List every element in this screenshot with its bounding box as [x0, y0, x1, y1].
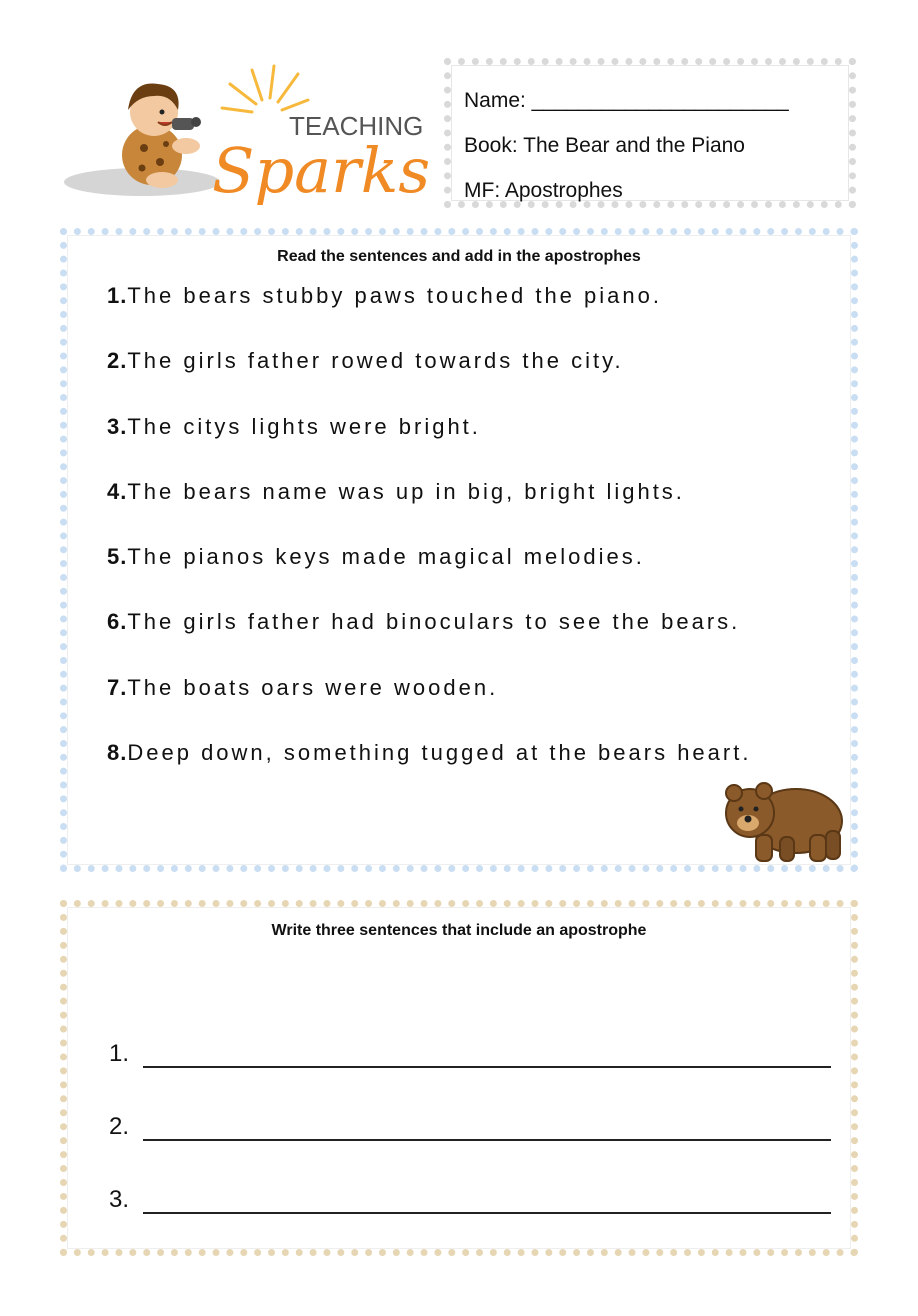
answer-blank[interactable]: [143, 1190, 831, 1214]
section2-title: Write three sentences that include an apostrophe: [271, 922, 647, 939]
sentence-item: 1.The bears stubby paws touched the piano.: [107, 283, 662, 308]
apostrophe-sentences-section: [60, 228, 858, 872]
write-sentences-section: [60, 900, 858, 1256]
caveman-logo-icon: [62, 60, 432, 210]
sentence-list: [107, 283, 841, 805]
write-line-item[interactable]: 1.: [109, 995, 831, 1068]
sentence-item: 7.The boats oars were wooden.: [107, 674, 499, 700]
logo-text-top: TEACHING: [289, 111, 424, 141]
mf-label: MF: Apostrophes: [464, 179, 623, 202]
sentence-item: 3.The citys lights were bright.: [107, 413, 481, 439]
sentence-item: 6.The girls father had binoculars to see the bears.: [107, 609, 741, 635]
bear-icon: [722, 773, 847, 865]
book-label: Book: The Bear and the Piano: [464, 134, 745, 157]
student-info-box: [444, 58, 856, 208]
sentence-item: 2.The girls father rowed towards the city.: [107, 348, 624, 374]
answer-blank[interactable]: [143, 1044, 831, 1068]
sentence-item: 8.Deep down, something tugged at the bears heart.: [107, 740, 752, 766]
answer-blank[interactable]: [143, 1117, 831, 1141]
teaching-sparks-logo: [62, 60, 432, 210]
write-line-item[interactable]: 2.: [109, 1068, 831, 1141]
section1-title: Read the sentences and add in the apostrophes: [277, 248, 641, 265]
logo-text-main: Sparks: [212, 134, 431, 207]
write-line-item[interactable]: 3.: [109, 1141, 831, 1214]
sentence-item: 5.The pianos keys made magical melodies.: [107, 544, 645, 570]
write-line-list: [109, 995, 831, 1214]
bear-illustration: [722, 773, 847, 865]
name-field[interactable]: Name: ______________________: [464, 89, 789, 112]
sentence-item: 4.The bears name was up in big, bright lights.: [107, 478, 685, 504]
